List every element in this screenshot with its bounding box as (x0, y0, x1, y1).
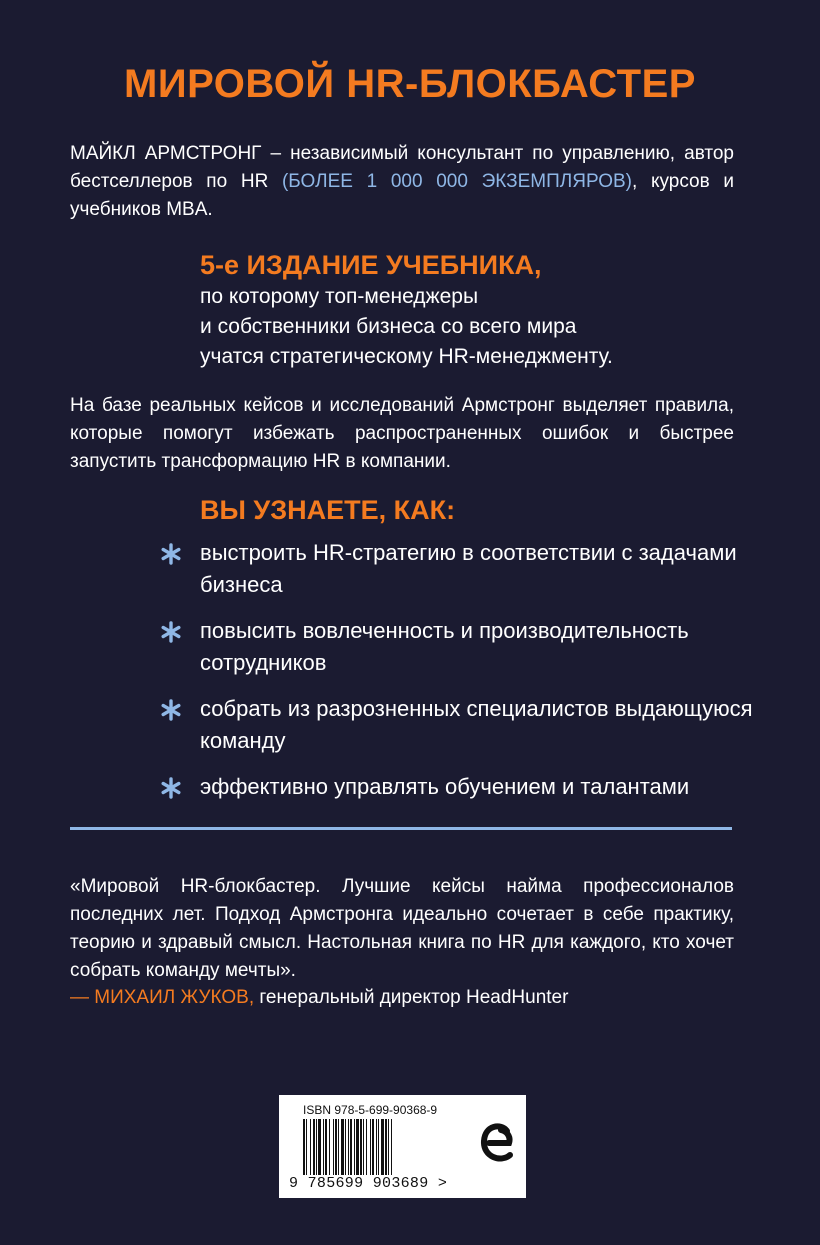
barcode-bar (318, 1119, 321, 1175)
barcode-bar (372, 1119, 374, 1175)
barcode-bar (310, 1119, 311, 1175)
barcode-bar (354, 1119, 355, 1175)
asterisk-icon (160, 699, 182, 721)
learn-heading: ВЫ УЗНАЕТЕ, КАК: (200, 495, 456, 525)
edition-line-2: и собственники бизнеса со всего мира (200, 315, 577, 338)
barcode-bar (323, 1119, 324, 1175)
asterisk-icon (160, 777, 182, 799)
barcode-bar (381, 1119, 384, 1175)
divider (70, 827, 732, 830)
review-quote: «Мировой HR-блокбастер. Лучшие кейсы найма профессионалов последних лет. Подход Армстронга идеально сочетает в себе практику, теорию и здравый смысл. Настольная книга по HR для каждого, кто хочет собрать команду мечты». (70, 876, 734, 981)
barcode-bar (356, 1119, 359, 1175)
page-title: МИРОВОЙ HR-БЛОКБАСТЕР (124, 62, 696, 106)
list-item-text: повысить вовлеченность и производительность сотрудников (200, 618, 689, 675)
barcode-bar (345, 1119, 346, 1175)
barcode-bar (303, 1119, 305, 1175)
asterisk-icon (160, 543, 182, 565)
barcode-bar (363, 1119, 364, 1175)
edition-line-3: учатся стратегическому HR-менеджменту. (200, 345, 613, 368)
list-item (160, 771, 760, 803)
asterisk-icon (160, 621, 182, 643)
barcode-bar (370, 1119, 371, 1175)
learn-list (160, 537, 760, 817)
barcode-digits: 9 785699 903689 > (289, 1175, 448, 1192)
barcode-bar (329, 1119, 330, 1175)
list-item-text: выстроить HR-стратегию в соответствии с задачами бизнеса (200, 540, 737, 597)
edition-heading: 5-е ИЗДАНИЕ УЧЕБНИКА, (200, 250, 542, 280)
barcode-bar (338, 1119, 339, 1175)
isbn-label: ISBN 978-5-699-90368-9 (303, 1103, 438, 1117)
quote-attribution (70, 984, 568, 1012)
barcode-bar (333, 1119, 334, 1175)
author-intro (70, 140, 734, 224)
edition-line-1: по которому топ-менеджеры (200, 285, 479, 308)
quote-author-role: генеральный директор HeadHunter (254, 987, 569, 1008)
intro-text-2: , курсов и учебников MBA. (70, 171, 735, 220)
sales-highlight: (БОЛЕЕ 1 000 000 ЭКЗЕМПЛЯРОВ) (281, 171, 632, 192)
barcode-bar (366, 1119, 367, 1175)
barcode-panel (279, 1095, 526, 1198)
list-item-text: эффективно управлять обучением и талантами (200, 774, 690, 799)
barcode-bar (341, 1119, 344, 1175)
list-item-text: собрать из разрозненных специалистов выдающуюся команду (200, 696, 753, 753)
barcode-bar (313, 1119, 315, 1175)
list-item (160, 693, 760, 757)
list-item (160, 615, 760, 679)
barcode-bar (306, 1119, 307, 1175)
barcode-bars (303, 1119, 463, 1175)
barcode-bar (376, 1119, 377, 1175)
barcode-bar (385, 1119, 387, 1175)
barcode-bar (378, 1119, 379, 1175)
intro-text-1: МАЙКЛ АРМСТРОНГ – независимый консультант по управлению, автор бестселлеров по HR (70, 143, 734, 192)
barcode-bar (335, 1119, 337, 1175)
barcode-bar (348, 1119, 349, 1175)
barcode-bar (325, 1119, 327, 1175)
list-item (160, 537, 760, 601)
quote-author: — МИХАИЛ ЖУКОВ, (70, 987, 255, 1008)
barcode-bar (391, 1119, 392, 1175)
eksmo-logo-icon (477, 1117, 519, 1173)
barcode-bar (316, 1119, 317, 1175)
edition-block (200, 248, 720, 372)
barcode-bar (388, 1119, 389, 1175)
description-paragraph: На базе реальных кейсов и исследований Армстронг выделяет правила, которые помогут избежать распространенных ошибок и быстрее запустить трансформацию HR в компании. (70, 395, 734, 472)
barcode-bar (350, 1119, 352, 1175)
barcode-bar (360, 1119, 362, 1175)
